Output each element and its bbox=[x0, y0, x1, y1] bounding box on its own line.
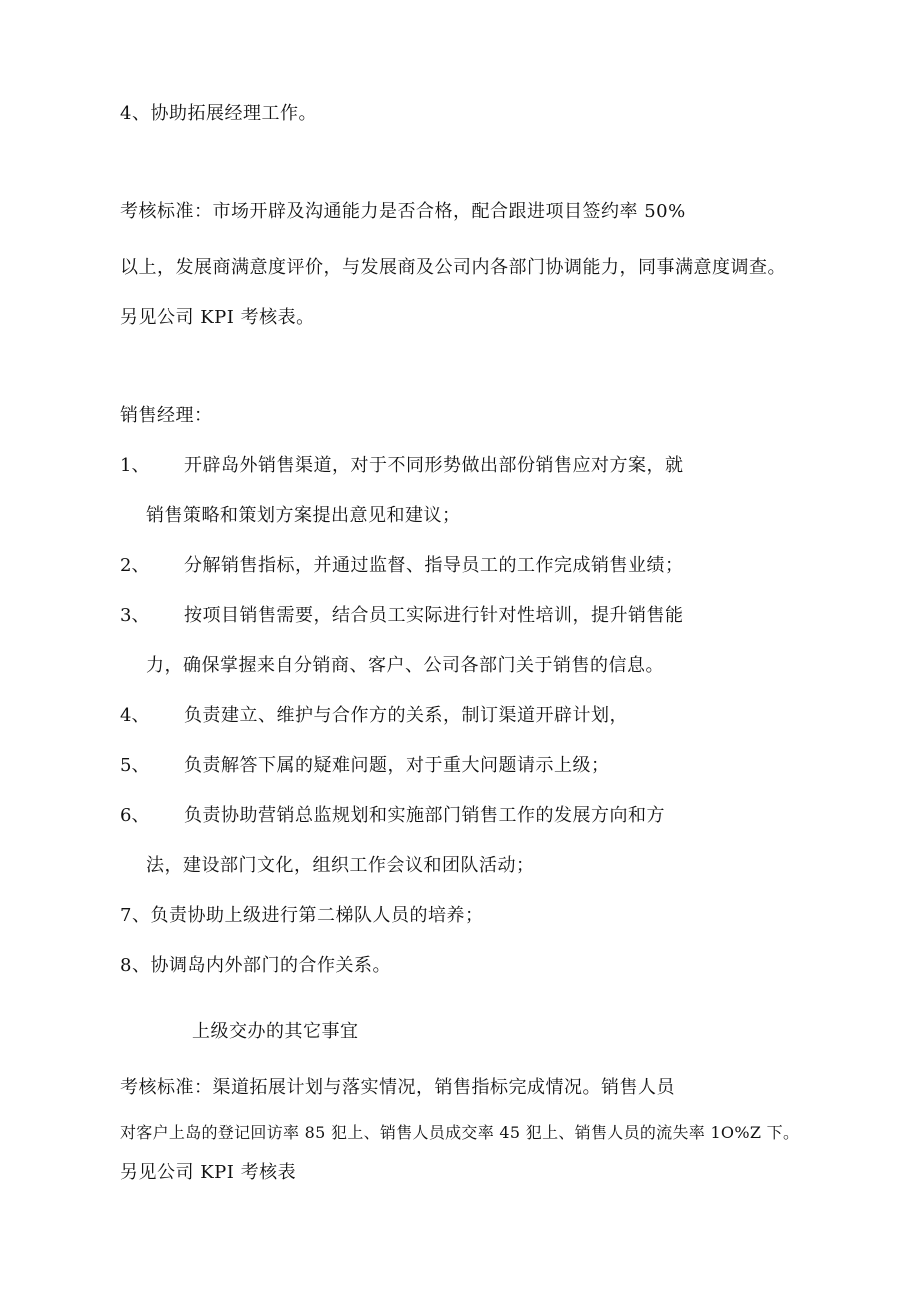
top-list-item: 4、协助拓展经理工作。 bbox=[120, 103, 317, 124]
list-item-text: 按项目销售需要，结合员工实际进行针对性培训，提升销售能 bbox=[184, 605, 684, 626]
list-item-continuation: 法，建设部门文化，组织工作会议和团队活动； bbox=[146, 855, 535, 876]
list-item-number: 3、 bbox=[120, 605, 150, 626]
list-item-text: 开辟岛外销售渠道，对于不同形势做出部份销售应对方案，就 bbox=[184, 455, 684, 476]
list-item-text: 8、协调岛内外部门的合作关系。 bbox=[120, 955, 391, 976]
list-item-continuation: 销售策略和策划方案提出意见和建议； bbox=[146, 505, 461, 526]
list-item-number: 6、 bbox=[120, 805, 150, 826]
kpi-standard-line-3: 另见公司 KPI 考核表 bbox=[120, 1162, 297, 1183]
kpi-standard-line-3: 另见公司 KPI 考核表。 bbox=[120, 307, 315, 328]
section-heading: 销售经理： bbox=[120, 405, 213, 426]
list-item-text: 负责协助营销总监规划和实施部门销售工作的发展方向和方 bbox=[184, 805, 665, 826]
kpi-standard-line-2: 以上，发展商满意度评价，与发展商及公司内各部门协调能力，同事满意度调查。 bbox=[120, 257, 786, 278]
list-item-text: 分解销售指标，并通过监督、指导员工的工作完成销售业绩； bbox=[184, 555, 684, 576]
kpi-standard-line-1: 考核标准：市场开辟及沟通能力是否合格，配合跟进项目签约率 50% bbox=[120, 201, 686, 222]
list-item-number: 4、 bbox=[120, 705, 150, 726]
list-item-continuation: 力，确保掌握来自分销商、客户、公司各部门关于销售的信息。 bbox=[146, 655, 664, 676]
kpi-standard-line-1: 考核标准：渠道拓展计划与落实情况，销售指标完成情况。销售人员 bbox=[120, 1077, 675, 1098]
list-item-text: 负责建立、维护与合作方的关系，制订渠道开辟计划， bbox=[184, 705, 628, 726]
list-item-number: 2、 bbox=[120, 555, 150, 576]
list-item-text: 7、负责协助上级进行第二梯队人员的培养； bbox=[120, 905, 484, 926]
kpi-standard-line-2: 对客户上岛的登记回访率 85 犯上、销售人员成交率 45 犯上、销售人员的流失率 1O%Z 下。 bbox=[120, 1123, 800, 1142]
list-item-number: 1、 bbox=[120, 455, 150, 476]
list-item-text: 负责解答下属的疑难问题，对于重大问题请示上级； bbox=[184, 755, 610, 776]
list-item-number: 5、 bbox=[120, 755, 150, 776]
other-duties: 上级交办的其它事宜 bbox=[192, 1021, 359, 1042]
